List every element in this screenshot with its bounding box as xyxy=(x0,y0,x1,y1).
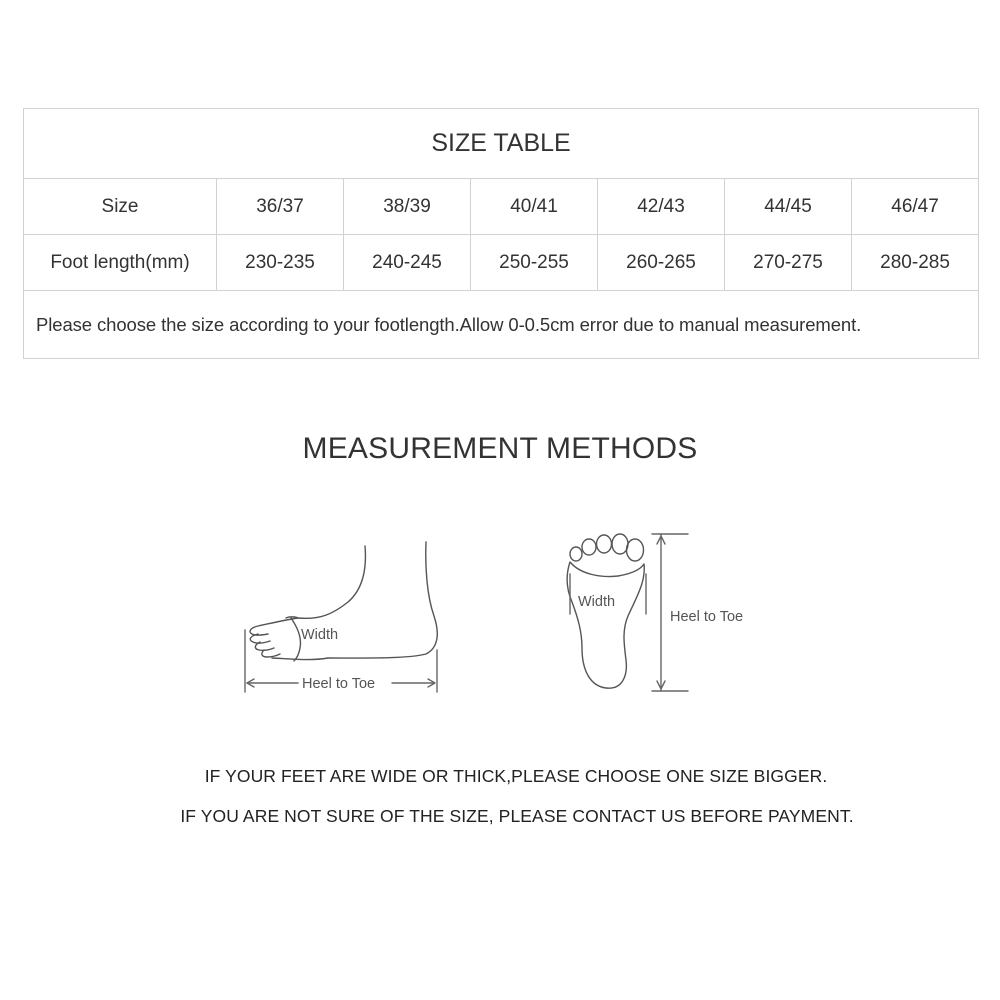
size-row xyxy=(24,179,979,235)
note-row xyxy=(24,291,979,359)
wide-feet-notice: IF YOUR FEET ARE WIDE OR THICK,PLEASE CHOOSE ONE SIZE BIGGER. xyxy=(204,766,828,786)
foot-length-cell: 240-245 xyxy=(344,235,471,291)
side-foot-diagram xyxy=(238,538,443,698)
side-width-label: Width xyxy=(301,627,339,643)
contact-notice: IF YOU ARE NOT SURE OF THE SIZE, PLEASE CONTACT US BEFORE PAYMENT. xyxy=(180,806,854,826)
size-cell: 44/45 xyxy=(725,179,852,235)
foot-length-cell: 280-285 xyxy=(852,235,979,291)
size-note: Please choose the size according to your footlength.Allow 0-0.5cm error due to manual measurement. xyxy=(24,291,979,359)
table-title: SIZE TABLE xyxy=(24,109,979,179)
side-foot-icon xyxy=(238,538,443,698)
foot-length-cell: 250-255 xyxy=(471,235,598,291)
size-cell: 38/39 xyxy=(344,179,471,235)
foot-length-row-label: Foot length(mm) xyxy=(24,235,217,291)
size-table xyxy=(23,108,979,359)
foot-length-cell: 260-265 xyxy=(598,235,725,291)
foot-length-cell: 230-235 xyxy=(217,235,344,291)
foot-length-row xyxy=(24,235,979,291)
foot-sole-icon xyxy=(560,530,744,695)
size-cell: 40/41 xyxy=(471,179,598,235)
table-title-row xyxy=(24,109,979,179)
sole-width-label: Width xyxy=(578,594,616,610)
sole-heel-to-toe-label: Heel to Toe xyxy=(670,609,744,625)
size-cell: 42/43 xyxy=(598,179,725,235)
side-heel-to-toe-label: Heel to Toe xyxy=(302,676,376,692)
size-row-label: Size xyxy=(24,179,217,235)
sole-foot-diagram xyxy=(560,530,744,695)
measurement-methods-title: MEASUREMENT METHODS xyxy=(302,432,698,465)
foot-length-cell: 270-275 xyxy=(725,235,852,291)
size-cell: 46/47 xyxy=(852,179,979,235)
size-cell: 36/37 xyxy=(217,179,344,235)
